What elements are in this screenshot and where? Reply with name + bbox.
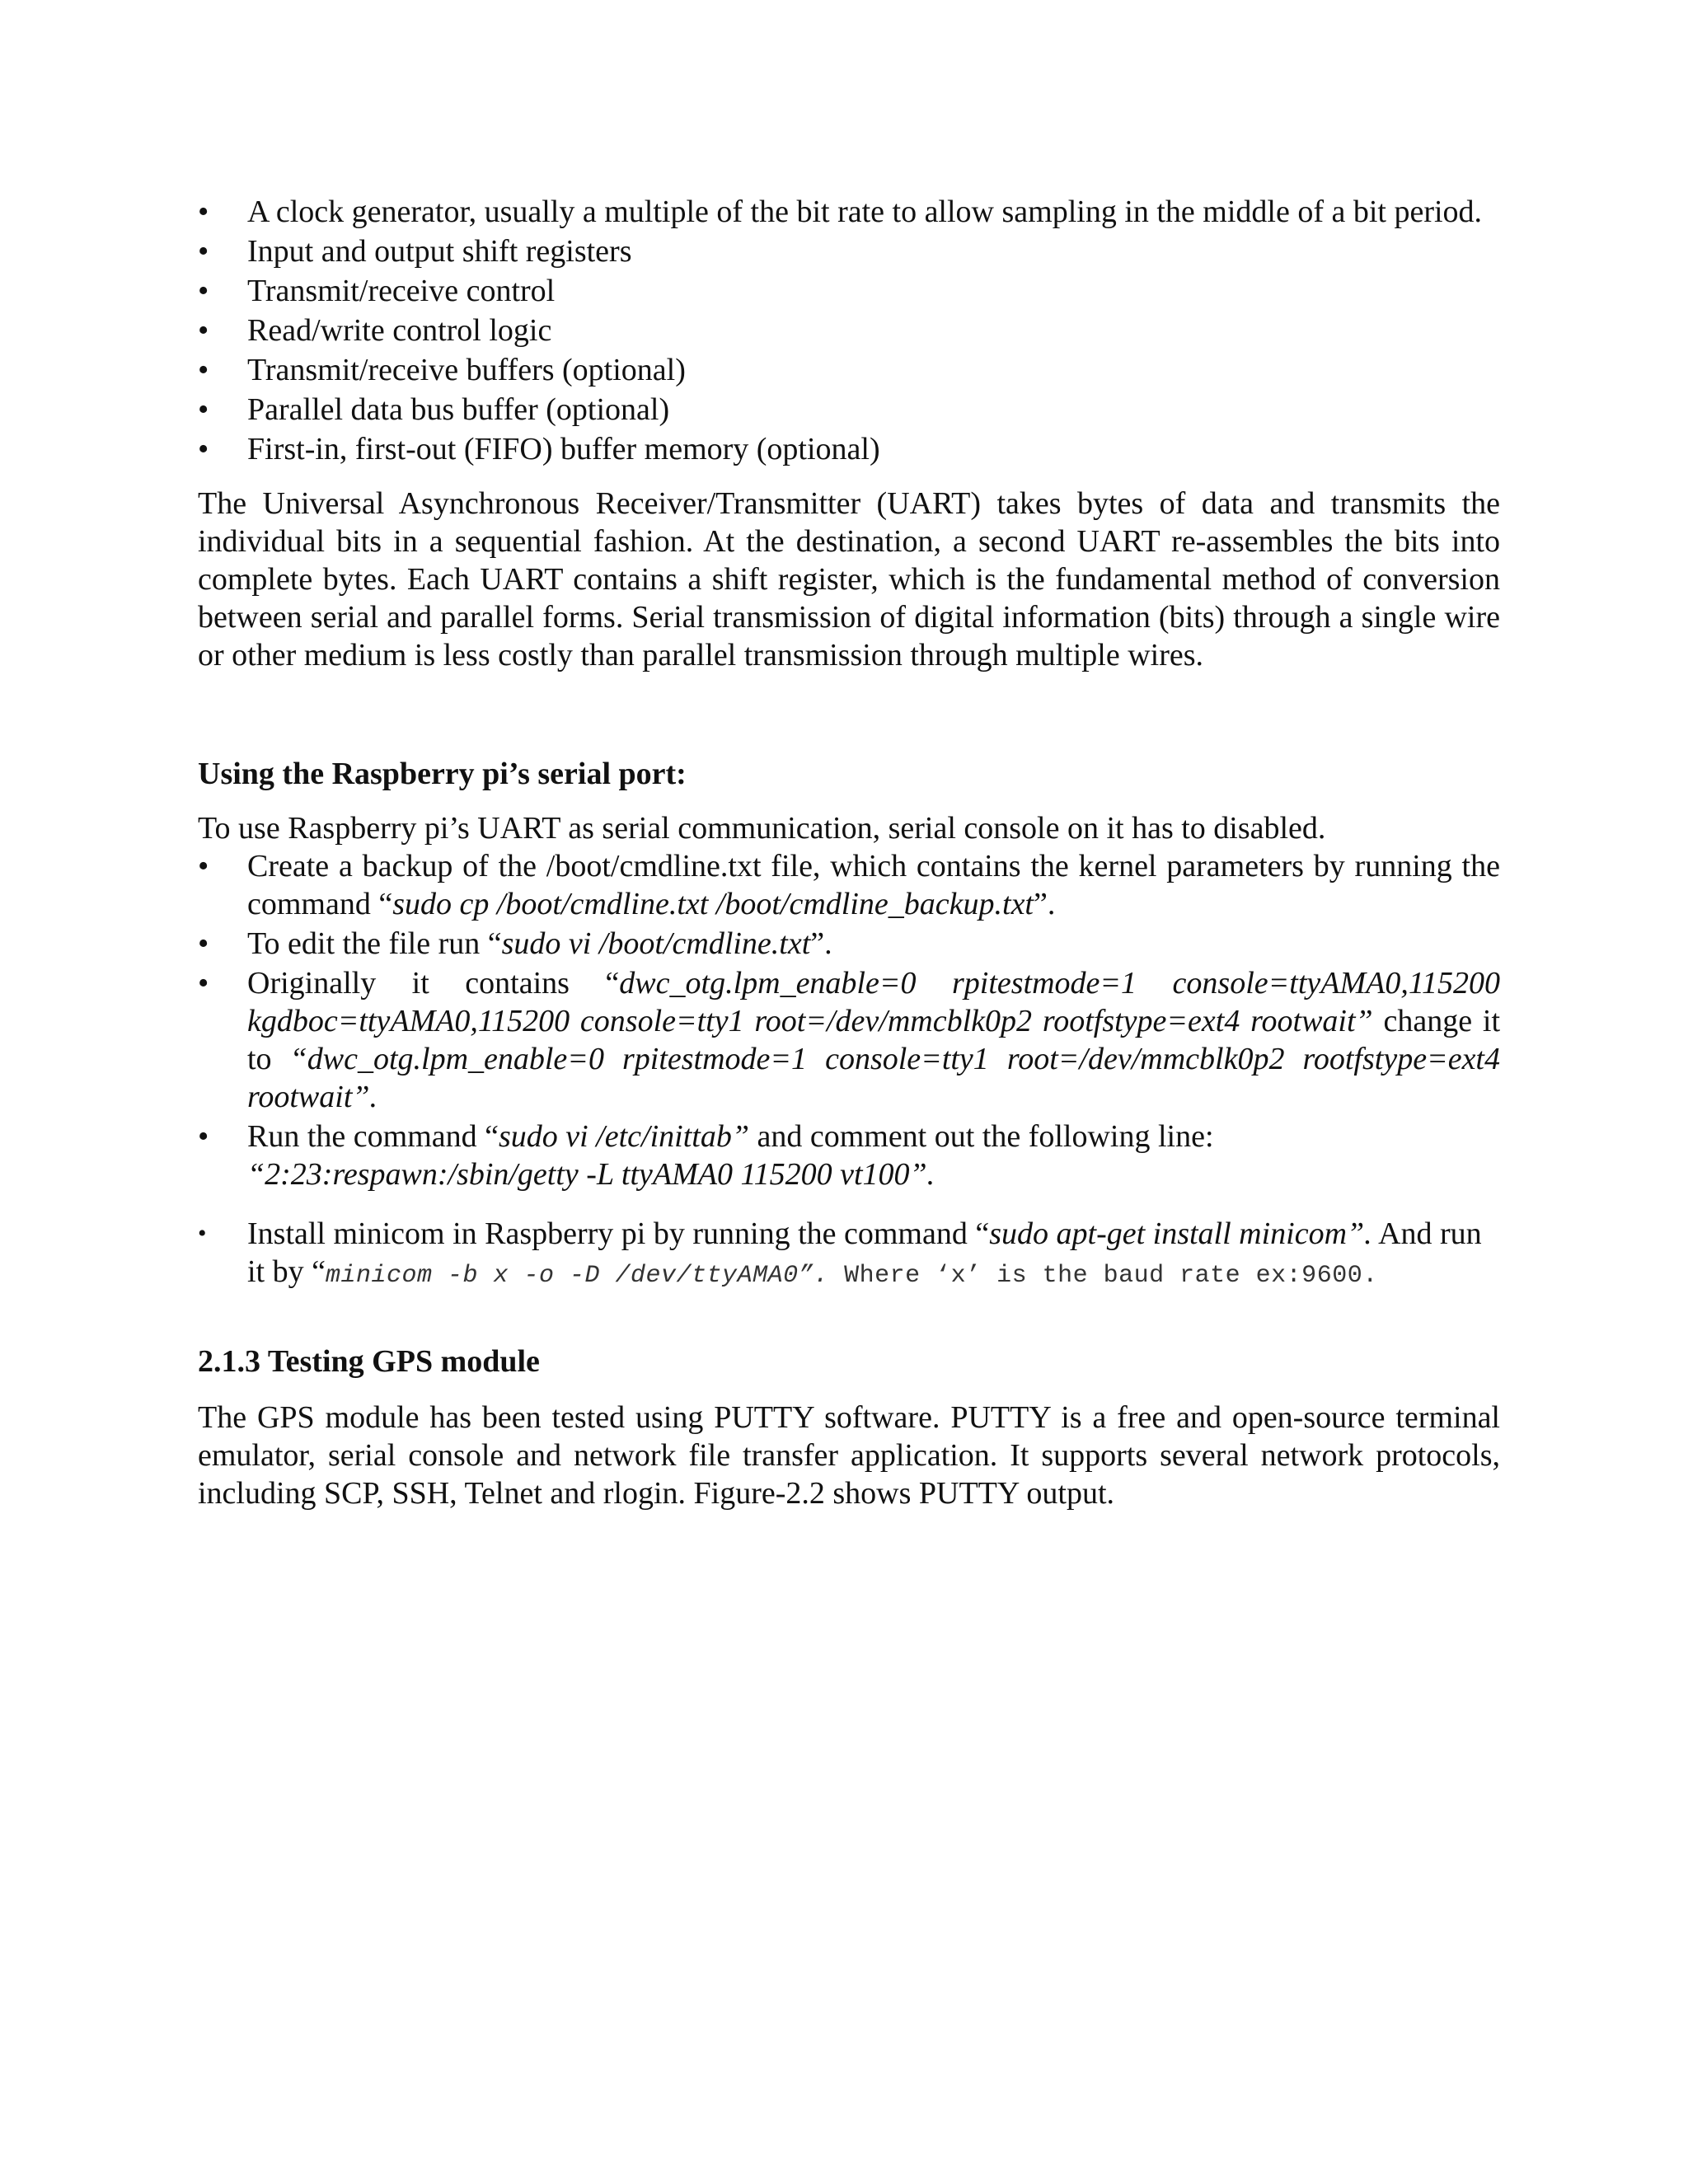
uart-component-list [198,193,1500,468]
gps-paragraph: The GPS module has been tested using PUTTY software. PUTTY is a free and open-source terminal emulator, serial console and network file transfer application. It supports several network protocols, including SCP, SSH, Telnet and rlogin. Figure-2.2 shows PUTTY output. [198,1400,1500,1511]
original-cmdline: dwc_otg.lpm_enable=0 rpitestmode=1 console=ttyAMA0,115200 kgdboc=ttyAMA0,115200 console=tty1 root=/dev/mmcblk0p2 rootfstype=ext4 rootwait” [247,966,1501,1038]
edit-command: sudo vi /boot/cmdline.txt [501,926,811,961]
inittab-command: sudo vi /etc/inittab” [498,1119,749,1154]
list-item: • To edit the file run “sudo vi /boot/cmdline.txt”. [198,925,1500,963]
inittab-line: “2:23:respawn:/sbin/getty -L ttyAMA0 115200 vt100”. [247,1157,935,1192]
list-item: • Input and output shift registers [198,232,1500,270]
new-cmdline: “dwc_otg.lpm_enable=0 rpitestmode=1 console=tty1 root=/dev/mmcblk0p2 rootfstype=ext4 rootwait”. [247,1042,1500,1114]
uart-paragraph: The Universal Asynchronous Receiver/Transmitter (UART) takes bytes of data and transmits the individual bits in a sequential fashion. At the destination, a second UART re-assembles the bits into complete bytes. Each UART contains a shift register, which is the fundamental method of conversion between serial and parallel forms. Serial transmission of digital information (bits) through a single wire or other medium is less costly than parallel transmission through multiple wires. [198,486,1500,673]
list-item: • Transmit/receive buffers (optional) [198,351,1500,389]
install-command: sudo apt-get install minicom”. [989,1216,1372,1251]
list-item: • Read/write control logic [198,312,1500,349]
backup-command: sudo cp /boot/cmdline.txt /boot/cmdline_backup.txt [392,887,1034,921]
list-item: • Originally it contains “dwc_otg.lpm_enable=0 rpitestmode=1 console=ttyAMA0,115200 kgdboc=ttyAMA0,115200 console=tty1 root=/dev/mmcblk0p2 rootfstype=ext4 rootwait” change it to “dwc_otg.lpm_enable=0 rpitestmode=1 console=tty1 root=/dev/mmcblk0p2 rootfstype=ext4 rootwait”. [198,964,1500,1116]
list-item: • Transmit/receive control [198,272,1500,310]
list-item: • First-in, first-out (FIFO) buffer memory (optional) [198,430,1500,468]
document-page [198,193,1500,1512]
serial-port-heading: Using the Raspberry pi’s serial port: [198,757,687,791]
serial-intro-paragraph: To use Raspberry pi’s UART as serial communication, serial console on it has to disabled. [198,811,1326,846]
gps-section-heading: 2.1.3 Testing GPS module [198,1344,540,1379]
list-item: • A clock generator, usually a multiple of the bit rate to allow sampling in the middle of a bit period. [198,193,1500,231]
list-item: • Run the command “sudo vi /etc/inittab” and comment out the following line: “2:23:respawn:/sbin/getty -L ttyAMA0 115200 vt100”. [198,1118,1500,1193]
baud-rate-note: Where ‘x’ is the baud rate ex:9600. [828,1262,1378,1290]
serial-setup-steps [198,847,1500,1295]
list-item: • Create a backup of the /boot/cmdline.txt file, which contains the kernel parameters by running the command “sudo cp /boot/cmdline.txt /boot/cmdline_backup.txt”. [198,847,1500,923]
list-item: • Parallel data bus buffer (optional) [198,391,1500,429]
list-item: • Install minicom in Raspberry pi by running the command “sudo apt-get install minicom”. And run it by “minicom -b x -o -D /dev/ttyAMA0”. Where ‘x’ is the baud rate ex:9600. [198,1215,1500,1295]
minicom-command: minicom -b x -o -D /dev/ttyAMA0”. [325,1262,829,1290]
